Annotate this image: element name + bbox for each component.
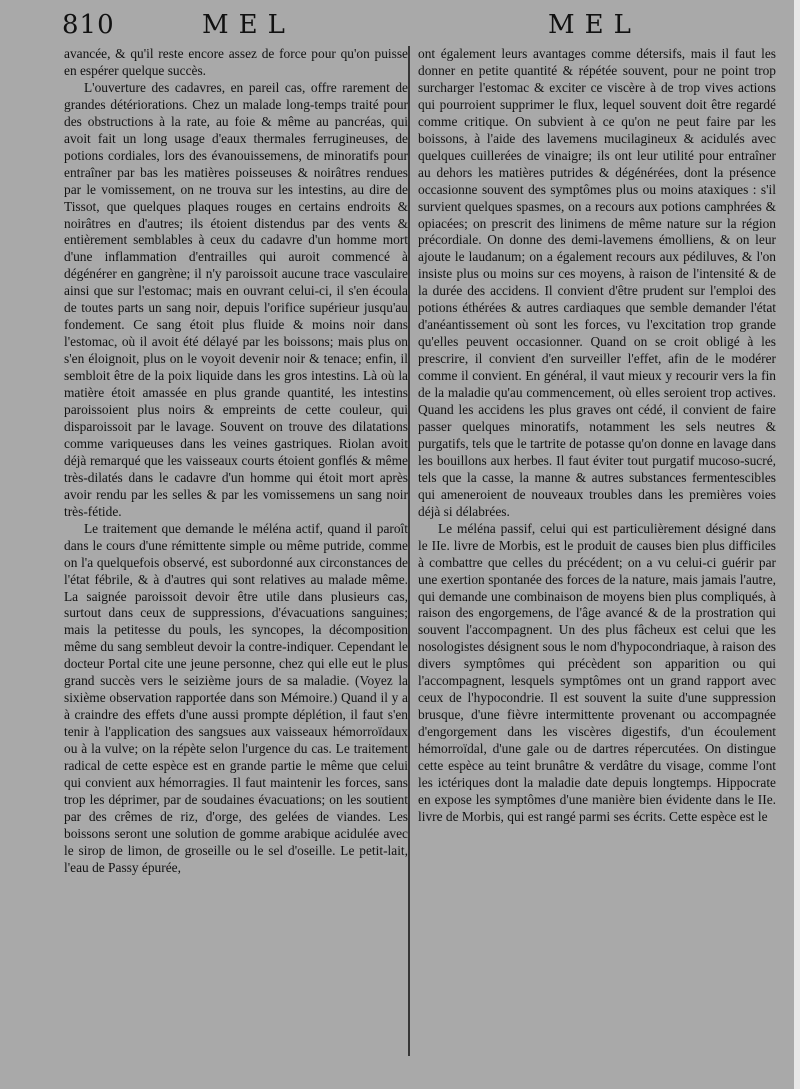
page-header: [0, 8, 800, 44]
paragraph: avancée, & qu'il reste encore assez de force pour qu'on puisse en espérer quelque succès.: [64, 46, 408, 78]
left-column: [64, 46, 408, 877]
paragraph: L'ouverture des cadavres, en pareil cas, offre rarement de grandes détériorations. Chez un malade long-temps traité pour des obstructions à la rate, au foie & même au pancréas, qui avoit fait un long usage d'eaux thermales ferrugineuses, de potions cordiales, lors des évanouissemens, de minoratifs pour entraîner par bas les matières poisseuses & noirâtres rendues par le vomissement, on ne trouva sur les intestins, au dire de Tissot, que quelques plaques rouges en certains endroits & noirâtres en d'autres; ils étoient distendus par des vents & entièrement semblables à ceux du cadavre d'un homme mort d'une inflammation d'entrailles qui auroit commencé à dégénérer en gangrène; il n'y paroissoit aucune trace vasculaire ainsi que sur l'estomac; mais en ouvrant celui-ci, il s'en écoula de toutes parts un sang noir, depuis l'orifice supérieur jusqu'au fondement. Ce sang étoit plus fluide & moins noir dans l'estomac, où il avoit été délayé par les boissons; mais plus on s'en éloignoit, plus on le voyoit devenir noir & tenace; enfin, il sembloit être de la poix liquide dans les gros intestins. Là où la matière étoit amassée en plus grande quantité, les intestins paroissoient plus noirs & empreints de cette couleur, qui disparoissoit par le lavage. Souvent on trouve des dilatations comme variqueuses dans les veines gastriques. Riolan avoit déjà remarqué que les vaisseaux courts étoient gonflés & même très-dilatés dans le cadavre d'un homme qui étoit mort après avoir rendu par les selles & par les vomissemens un sang noir très-fétide.: [64, 79, 408, 519]
right-column: [418, 46, 776, 826]
paragraph: ont également leurs avantages comme détersifs, mais il faut les donner en petite quantité & répétée souvent, pour ne point trop surcharger l'estomac & exciter ce viscère à de trop vives actions qui pourroient supprimer le flux, lequel souvent doit être regardé comme critique. On subvient à ce qu'on ne peut faire par les boissons, à l'aide des lavemens mucilagineux & acidulés avec quelques cuillerées de vinaigre; ils ont leur utilité pour entraîner au dehors les matières putrides & dégénérées, dont la présence occasionne souvent des symptômes plus ou moins ataxiques : s'il survient quelques spasmes, on a recours aux potions camphrées & opiacées; on prescrit des linimens de même nature sur la région précordiale. On donne des demi-lavemens émolliens, & on leur ajoute le laudanum; on a également recours aux pédiluves, & l'on insiste plus ou moins sur ces moyens, à raison de l'intensité & de la durée des accidens. Il convient d'être prudent sur l'emploi des potions éthérées & autres cardiaques que semble demander l'état d'anéantissement où sont les forces, vu l'excitation trop grande qu'elles peuvent occasionner. Quand on se croit obligé à les prescrire, il convient d'en surveiller l'effet, afin de le modérer comme il convient. En général, il vaut mieux y recourir vers la fin de la maladie qu'au commencement, où elles seroient trop actives. Quand les accidens les plus graves ont cédé, il convient de faire passer quelques minoratifs, notamment les sels neutres & purgatifs, tels que le tartrite de potasse qu'on donne en lavage dans les bouillons aux herbes. Il faut éviter tout purgatif mucoso-sucré, tels que la casse, la manne & autres substances fermentescibles qui ameneroient de nouveaux troubles dans les premières voies déjà si délabrées.: [418, 46, 776, 519]
page-number: 810: [62, 10, 115, 40]
running-head-left: MEL: [202, 10, 295, 40]
column-rule: [408, 46, 410, 1056]
paragraph: Le méléna passif, celui qui est particulièrement désigné dans le IIe. livre de Morbis, est le produit de causes bien plus difficiles à combattre que celles du précédent; on a vu celui-ci guérir par une exertion spontanée des forces de la nature, mais jamais l'autre, qui demande une combinaison de moyens bien plus compliqués, à raison des engorgemens, de l'âge avancé & de la prostration qui souvent l'accompagnent. Un des plus fâcheux est celui que les nosologistes désignent sous le nom d'hypocondriaque, à raison des divers symptômes qui précèdent son apparition ou qui l'accompagnent, lesquels symptômes ont un grand rapport avec ceux de l'hypocondrie. Il est souvent la suite d'une suppression brusque, d'une fièvre intermittente provenant ou accompagnée d'engorgement dans les viscères digestifs, d'un écoulement hémorroïdal, d'une gale ou de dartres répercutées. On distingue cette espèce au teint brunâtre & verdâtre du visage, comme l'ont les ictériques dont la maladie date depuis longtemps. Hippocrate en expose les symptômes d'une manière bien évidente dans le IIe. livre de Morbis, qui est rangé parmi ses écrits. Cette espèce est le: [418, 520, 776, 824]
page-edge: [794, 0, 800, 1089]
paragraph: Le traitement que demande le méléna actif, quand il paroît dans le cours d'une rémittente simple ou même putride, comme on l'a quelquefois observé, est subordonné aux circonstances de l'état fébrile, & à d'autres qui sont relatives au malade même. La saignée paroissoit devoir être utile dans plusieurs cas, surtout dans ceux de suppressions, d'évacuations sanguines; mais la petitesse du pouls, les syncopes, la décomposition même du sang sembleut devoir la contre-indiquer. Cependant le docteur Portal cite une jeune personne, chez qui elle eut le plus grand succès vers le seizième jours de sa maladie. (Voyez la sixième observation rapportée dans son Mémoire.) Quand il y a à craindre des effets d'une aussi prompte déplétion, il faut s'en tenir à l'application des sangsues aux vaisseaux hémorroïdaux ou à la vulve; on la répète selon l'urgence du cas. Le traitement radical de cette espèce est en grande partie le même que celui qui convient aux hémorragies. Il faut maintenir les forces, sans trop les déprimer, par de soudaines évacuations; on les soutient par des crêmes de riz, d'orge, des gelées de viandes. Les boissons seront une solution de gomme arabique acidulée avec le sirop de limon, de groseille ou le sel d'oseille. Le petit-lait, l'eau de Passy épurée,: [64, 520, 408, 875]
running-head-right: MEL: [548, 10, 641, 40]
